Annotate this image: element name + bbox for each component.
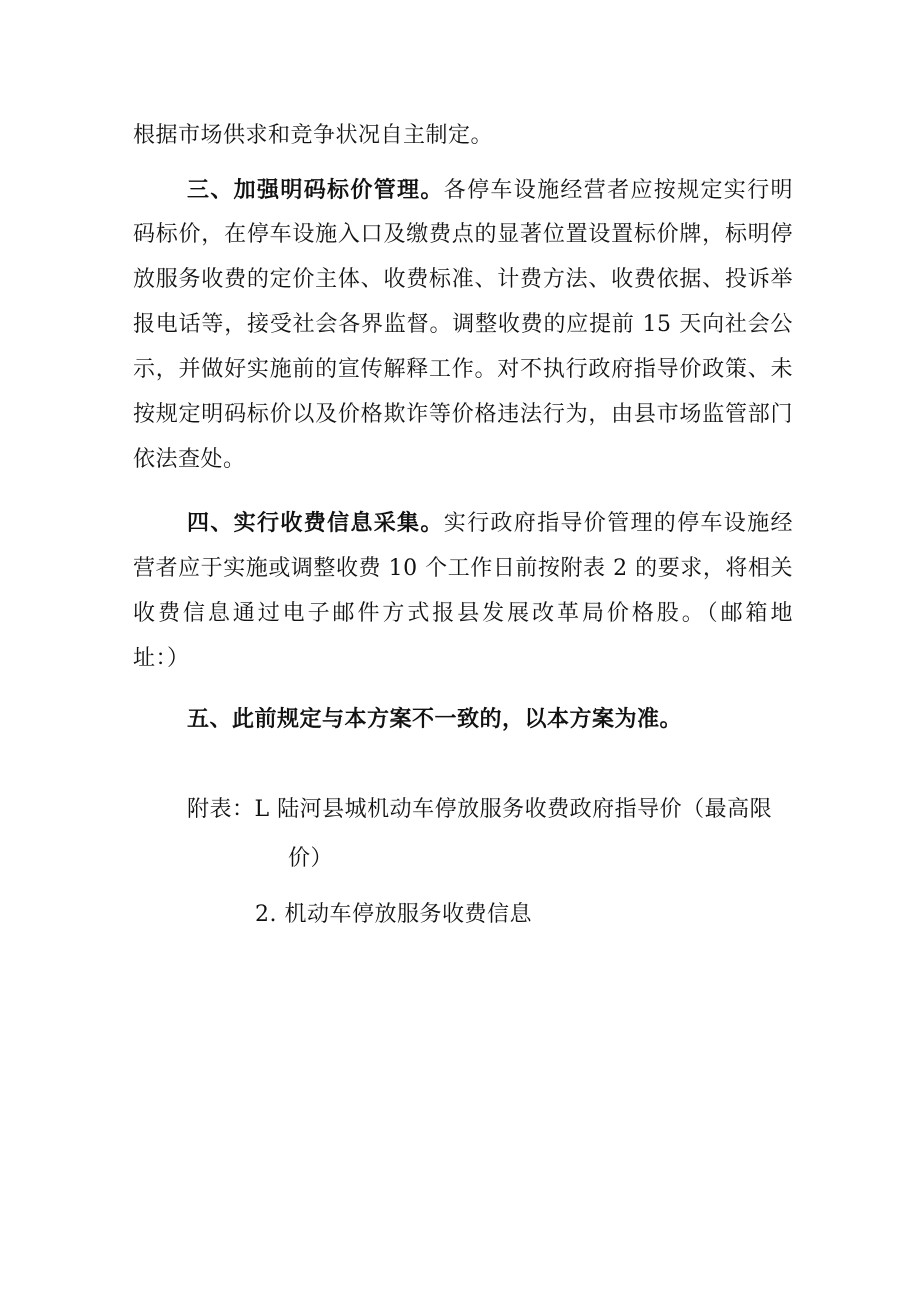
section-3-line-4: 报电话等，接受社会各界监督。调整收费的应提前 15 天向社会公 [133, 312, 793, 337]
section-4-line-4: 址：） [133, 646, 190, 671]
section-3-line-7: 依法查处。 [133, 447, 246, 472]
attachment-item-1: 附表：L 陆河县城机动车停放服务收费政府指导价（最高限 [187, 797, 773, 822]
section-3-first-line [187, 175, 793, 207]
section-3-line-5: 示，并做好实施前的宣传解释工作。对不执行政府指导价政策、未 [133, 357, 793, 382]
attachment-item-2: 2. 机动车停放服务收费信息 [255, 902, 532, 927]
section-4-text: 实行政府指导价管理的停车设施经 [443, 511, 793, 536]
section-3-text: 各停车设施经营者应按规定实行明 [443, 178, 793, 203]
attachment-item-1-continued: 价） [288, 846, 334, 871]
section-4-line-2: 营者应于实施或调整收费 10 个工作日前按附表 2 的要求，将相关 [133, 556, 793, 581]
section-4-line-3: 收费信息通过电子邮件方式报县发展改革局价格股。（邮箱地 [133, 601, 793, 626]
paragraph-continued-line: 根据市场供求和竞争状况自主制定。 [133, 123, 494, 148]
section-3-line-6: 按规定明码标价以及价格欺诈等价格违法行为，由县市场监管部门 [133, 402, 793, 427]
section-3-line-3: 放服务收费的定价主体、收费标准、计费方法、收费依据、投诉举 [133, 267, 793, 292]
section-5-heading: 五、此前规定与本方案不一致的，以本方案为准。 [187, 707, 683, 732]
section-4-first-line [187, 508, 793, 540]
section-4-heading: 四、实行收费信息采集。 [187, 511, 444, 536]
section-3-line-2: 码标价，在停车设施入口及缴费点的显著位置设置标价牌，标明停 [133, 222, 793, 247]
section-3-heading: 三、加强明码标价管理。 [187, 178, 444, 203]
